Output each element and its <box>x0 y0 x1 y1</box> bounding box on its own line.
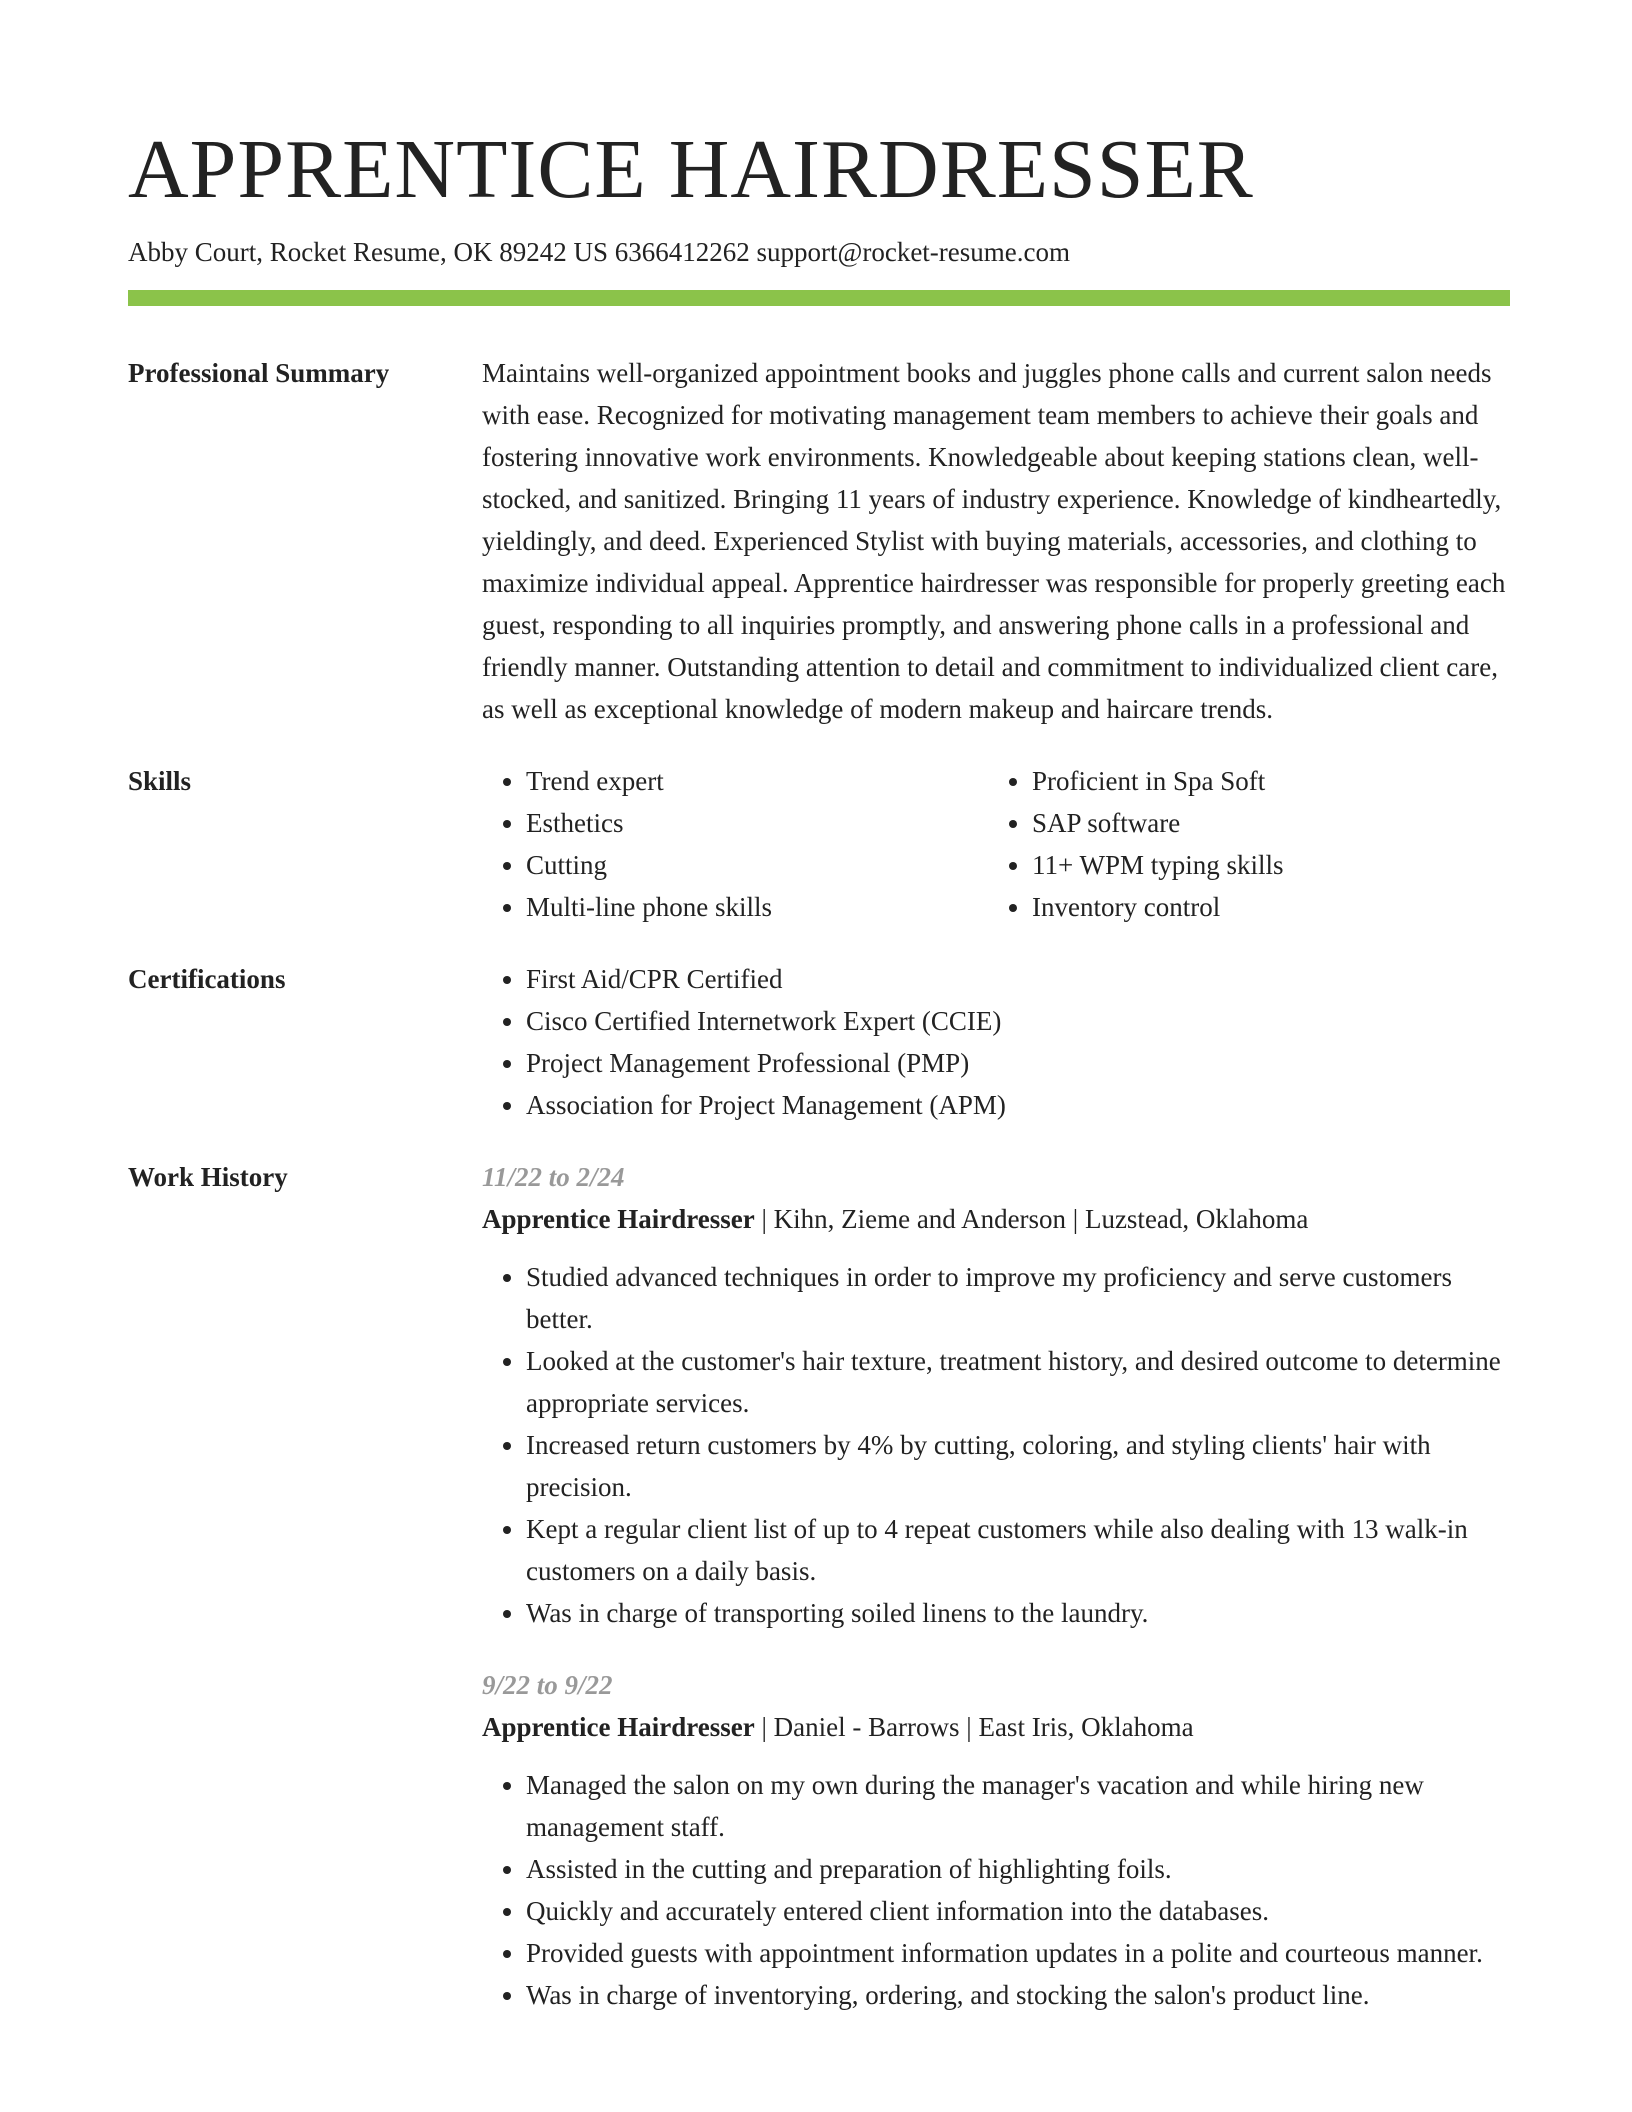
job-duties-list <box>482 1764 1510 2016</box>
skill-item: • 11+ WPM typing skills <box>1032 844 1494 886</box>
summary-heading: Professional Summary <box>128 358 390 388</box>
skills-list-right <box>988 760 1494 928</box>
work-history-body <box>482 1156 1510 2016</box>
certifications-list <box>482 958 1510 1126</box>
certification-item: • Project Management Professional (PMP) <box>526 1042 1510 1084</box>
job-duty: • Provided guests with appointment information updates in a polite and courteous manner. <box>526 1932 1510 1974</box>
job-title: Apprentice Hairdresser <box>482 1204 755 1234</box>
job-duties-list <box>482 1256 1510 1634</box>
skill-item: • Esthetics <box>526 802 988 844</box>
job-dates: 9/22 to 9/22 <box>482 1670 613 1700</box>
certification-item: • Association for Project Management (APM) <box>526 1084 1510 1126</box>
job-duty: • Looked at the customer's hair texture, treatment history, and desired outcome to determine appropriate services. <box>526 1340 1510 1424</box>
skills-section <box>128 760 1510 928</box>
job-title: Apprentice Hairdresser <box>482 1712 755 1742</box>
skill-item: • Cutting <box>526 844 988 886</box>
skills-columns <box>482 760 1510 928</box>
job-duty: • Kept a regular client list of up to 4 repeat customers while also dealing with 13 walk-in customers on a daily basis. <box>526 1508 1510 1592</box>
job-employer-location: | Kihn, Zieme and Anderson | Luzstead, Oklahoma <box>754 1204 1309 1234</box>
header-divider <box>128 290 1510 306</box>
job-employer-location: | Daniel - Barrows | East Iris, Oklahoma <box>754 1712 1194 1742</box>
certifications-heading: Certifications <box>128 964 286 994</box>
summary-section <box>128 352 1510 730</box>
skills-heading: Skills <box>128 766 192 796</box>
resume-page <box>128 120 1510 2016</box>
skills-list-left <box>482 760 988 928</box>
job-entry <box>482 1156 1510 1634</box>
certification-item: • Cisco Certified Internetwork Expert (CCIE) <box>526 1000 1510 1042</box>
job-duty: • Quickly and accurately entered client information into the databases. <box>526 1890 1510 1932</box>
job-duty: • Studied advanced techniques in order to improve my proficiency and serve customers better. <box>526 1256 1510 1340</box>
job-duty: • Was in charge of inventorying, ordering, and stocking the salon's product line. <box>526 1974 1510 2016</box>
job-duty: • Was in charge of transporting soiled linens to the laundry. <box>526 1592 1510 1634</box>
resume-title: APPRENTICE HAIRDRESSER <box>128 123 1254 216</box>
job-duty: • Managed the salon on my own during the manager's vacation and while hiring new management staff. <box>526 1764 1510 1848</box>
work-history-section <box>128 1156 1510 2016</box>
skill-item: • Inventory control <box>1032 886 1494 928</box>
work-history-heading: Work History <box>128 1162 288 1192</box>
skill-item: • SAP software <box>1032 802 1494 844</box>
job-heading <box>482 1198 1510 1240</box>
job-entry <box>482 1664 1510 2016</box>
skill-item: • Proficient in Spa Soft <box>1032 760 1494 802</box>
summary-text: Maintains well-organized appointment books and juggles phone calls and current salon needs with ease. Recognized for motivating management team members to achieve their goals and fostering innovative work environments. Knowledgeable about keeping stations clean, well-stocked, and sanitized. Bringing 11 years of industry experience. Knowledge of kindheartedly, yieldingly, and deed. Experienced Stylist with buying materials, accessories, and clothing to maximize individual appeal. Apprentice hairdresser was responsible for properly greeting each guest, responding to all inquiries promptly, and answering phone calls in a professional and friendly manner. Outstanding attention to detail and commitment to individualized client care, as well as exceptional knowledge of modern makeup and haircare trends. <box>482 358 1506 724</box>
job-duty: • Assisted in the cutting and preparation of highlighting foils. <box>526 1848 1510 1890</box>
certification-item: • First Aid/CPR Certified <box>526 958 1510 1000</box>
skill-item: • Multi-line phone skills <box>526 886 988 928</box>
job-heading <box>482 1706 1510 1748</box>
certifications-body <box>482 958 1510 1126</box>
contact-line: Abby Court, Rocket Resume, OK 89242 US 6366412262 support@rocket-resume.com <box>128 237 1070 267</box>
certifications-section <box>128 958 1510 1126</box>
job-dates: 11/22 to 2/24 <box>482 1162 625 1192</box>
job-duty: • Increased return customers by 4% by cutting, coloring, and styling clients' hair with precision. <box>526 1424 1510 1508</box>
skill-item: • Trend expert <box>526 760 988 802</box>
